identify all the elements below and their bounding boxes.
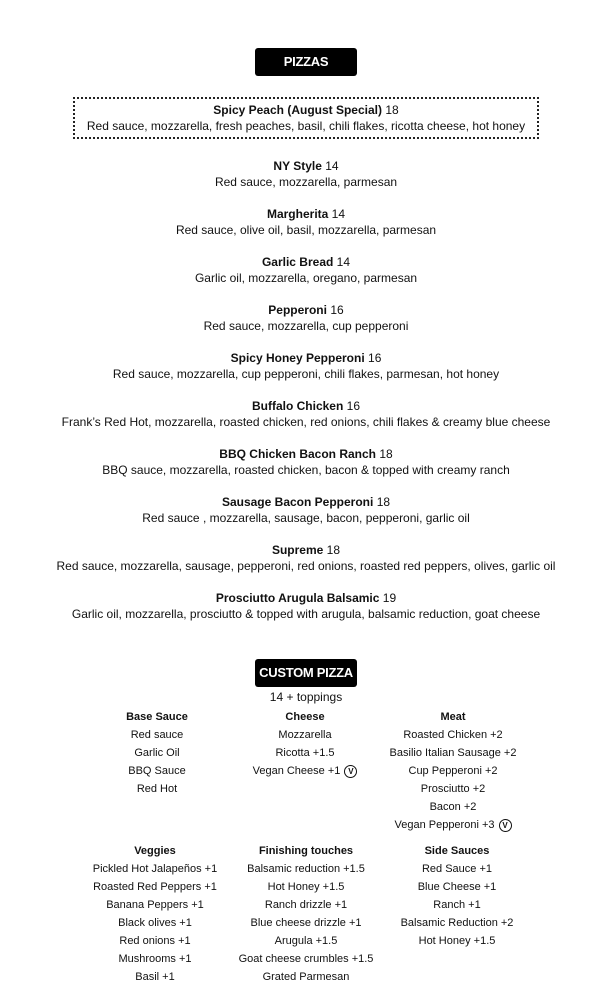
pizzas-section-banner: PIZZAS: [255, 48, 357, 76]
pizza-desc: Red sauce, mozzarella, cup pepperoni, chili flakes, parmesan, hot honey: [112, 367, 500, 381]
topping-option: [367, 896, 547, 914]
pizza-desc: Red sauce, olive oil, basil, mozzarella, parmesan: [175, 223, 437, 237]
topping-label: Balsamic reduction +1.5: [247, 863, 365, 875]
pizza-price: 18: [376, 495, 391, 509]
special-price: 18: [385, 103, 399, 117]
topping-option: [67, 780, 247, 798]
topping-label: Red Hot: [136, 783, 178, 795]
column-header: Cheese: [285, 711, 325, 723]
pizza-desc: BBQ sauce, mozzarella, roasted chicken, bacon & topped with creamy ranch: [102, 463, 510, 477]
topping-label: Red Sauce +1: [421, 863, 493, 875]
pizza-item: [0, 590, 612, 622]
special-name: Spicy Peach (August Special): [213, 103, 382, 117]
topping-option: [363, 726, 543, 744]
column-header: Veggies: [134, 845, 176, 857]
pizza-desc: Red sauce, mozzarella, cup pepperoni: [203, 319, 409, 333]
topping-label: Red onions +1: [119, 935, 191, 947]
custom-pizza-base-price: 14 + toppings: [269, 690, 343, 704]
topping-label: Vegan Pepperoni +3: [394, 819, 495, 831]
pizza-item: [0, 398, 612, 430]
pizza-desc: Garlic oil, mozzarella, prosciutto & topped with arugula, balsamic reduction, goat cheese: [71, 607, 541, 621]
pizza-name: Pepperoni: [268, 303, 327, 317]
pizza-price: 19: [382, 591, 397, 605]
pizza-price: 18: [326, 543, 341, 557]
topping-label: Roasted Chicken +2: [403, 729, 503, 741]
topping-label: Banana Peppers +1: [106, 899, 204, 911]
topping-option: [363, 816, 543, 834]
column-header: Base Sauce: [126, 711, 188, 723]
topping-label: Roasted Red Peppers +1: [93, 881, 217, 893]
topping-option: [367, 878, 547, 896]
column-header: Side Sauces: [424, 845, 490, 857]
topping-label: Cup Pepperoni +2: [408, 765, 498, 777]
vegan-icon: V: [499, 819, 512, 832]
topping-label: Ranch +1: [433, 899, 481, 911]
column-header: Finishing touches: [258, 845, 354, 857]
topping-label: Hot Honey +1.5: [267, 881, 345, 893]
pizza-desc: Garlic oil, mozzarella, oregano, parmesan: [194, 271, 418, 285]
topping-label: Garlic Oil: [134, 747, 180, 759]
pizza-price: 14: [331, 207, 346, 221]
topping-label: Ricotta +1.5: [275, 747, 335, 759]
pizza-desc: Frank’s Red Hot, mozzarella, roasted chicken, red onions, chili flakes & creamy blue cheese: [61, 415, 551, 429]
pizza-item: [0, 446, 612, 478]
pizza-price: 14: [325, 159, 339, 173]
topping-label: Black olives +1: [118, 917, 192, 929]
topping-option: [367, 932, 547, 950]
pizza-item: [0, 158, 612, 190]
special-pizza-item: [0, 102, 612, 134]
topping-label: Goat cheese crumbles +1.5: [238, 953, 374, 965]
pizza-name: Supreme: [271, 543, 324, 557]
topping-option: [363, 744, 543, 762]
topping-option: [216, 950, 396, 968]
topping-label: Prosciutto +2: [420, 783, 486, 795]
pizza-price: 14: [336, 255, 351, 269]
topping-option: [363, 780, 543, 798]
pizza-name: Spicy Honey Pepperoni: [230, 351, 365, 365]
topping-option: [363, 762, 543, 780]
topping-label: Blue cheese drizzle +1: [250, 917, 362, 929]
pizza-price: 16: [330, 303, 344, 317]
pizza-name: Garlic Bread: [261, 255, 334, 269]
custom-pizza-banner: CUSTOM PIZZA: [255, 659, 357, 687]
pizza-name: Margherita: [266, 207, 329, 221]
topping-label: Vegan Cheese +1: [252, 765, 341, 777]
pizza-name: BBQ Chicken Bacon Ranch: [219, 447, 376, 461]
topping-option: [367, 914, 547, 932]
pizza-item: [0, 350, 612, 382]
topping-option: [216, 968, 396, 986]
pizza-item: [0, 206, 612, 238]
special-desc: Red sauce, mozzarella, fresh peaches, basil, chili flakes, ricotta cheese, hot honey: [86, 119, 526, 133]
topping-label: Red sauce: [130, 729, 184, 741]
topping-label: Grated Parmesan: [262, 971, 350, 983]
topping-column-side-sauces: [367, 842, 547, 950]
column-header: Meat: [440, 711, 466, 723]
topping-label: Blue Cheese +1: [417, 881, 497, 893]
pizza-name: Sausage Bacon Pepperoni: [221, 495, 374, 509]
topping-label: Hot Honey +1.5: [418, 935, 496, 947]
pizza-name: NY Style: [273, 159, 322, 173]
pizza-price: 18: [379, 447, 393, 461]
vegan-icon: V: [344, 765, 357, 778]
topping-label: Bacon +2: [429, 801, 477, 813]
pizza-desc: Red sauce, mozzarella, parmesan: [214, 175, 398, 189]
topping-label: Mushrooms +1: [118, 953, 192, 965]
pizza-item: [0, 494, 612, 526]
topping-option: [363, 798, 543, 816]
topping-label: Balsamic Reduction +2: [400, 917, 514, 929]
pizza-name: Prosciutto Arugula Balsamic: [215, 591, 380, 605]
pizza-desc: Red sauce , mozzarella, sausage, bacon, pepperoni, garlic oil: [142, 511, 470, 525]
pizza-name: Buffalo Chicken: [251, 399, 344, 413]
topping-label: BBQ Sauce: [128, 765, 186, 777]
pizza-desc: Red sauce, mozzarella, sausage, pepperoni, red onions, roasted red peppers, olives, garlic oil: [56, 559, 556, 573]
pizza-price: 16: [368, 351, 382, 365]
topping-label: Basil +1: [135, 971, 175, 983]
topping-label: Pickled Hot Jalapeños +1: [92, 863, 218, 875]
topping-column-meat: [363, 708, 543, 834]
topping-label: Arugula +1.5: [274, 935, 338, 947]
pizza-item: [0, 254, 612, 286]
topping-label: Mozzarella: [278, 729, 332, 741]
topping-label: Basilio Italian Sausage +2: [389, 747, 517, 759]
topping-label: Ranch drizzle +1: [264, 899, 348, 911]
topping-option: [367, 860, 547, 878]
pizza-price: 16: [346, 399, 361, 413]
pizza-item: [0, 302, 612, 334]
pizza-item: [0, 542, 612, 574]
